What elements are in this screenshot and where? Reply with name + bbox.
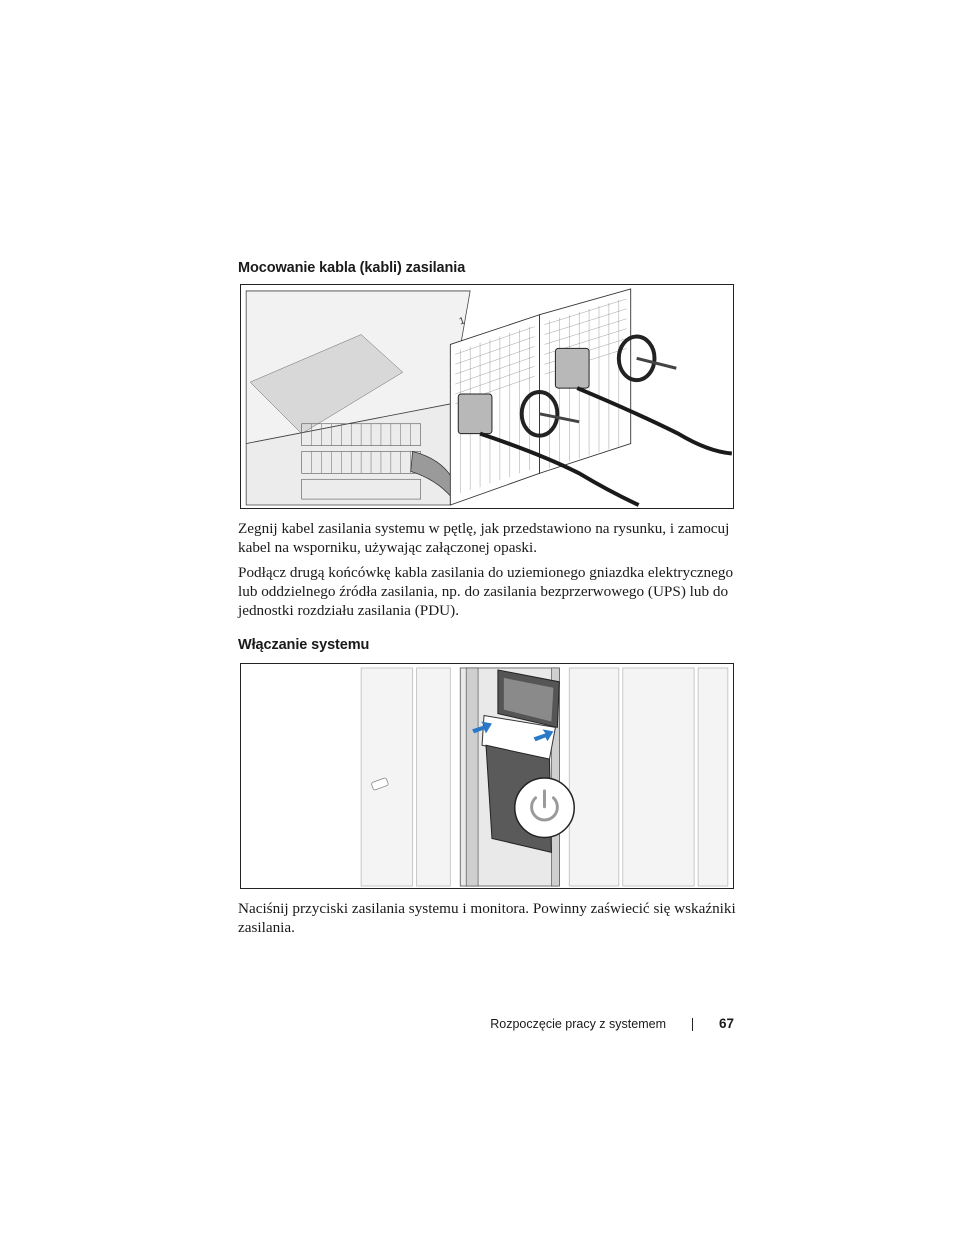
page-footer	[238, 1016, 734, 1034]
psu-label: 1	[457, 315, 467, 328]
paragraph-connect-outlet: Podłącz drugą końcówkę kabla zasilania do uziemionego gniazdka elektrycznego lub oddzielnego źródła zasilania, np. do zasilania bezprzerwowego (UPS) lub do jednostki rozdziału zasilania (PDU).	[238, 564, 734, 619]
paragraph-press-power: Naciśnij przyciski zasilania systemu i monitora. Powinny zaświecić się wskaźniki zasilania.	[238, 900, 736, 936]
paragraph-loop-cable: Zegnij kabel zasilania systemu w pętlę, jak przedstawiono na rysunku, i zamocuj kabel na wsporniku, używając załączonej opaski.	[238, 520, 730, 556]
section-heading-power-cable: Mocowanie kabla (kabli) zasilania	[238, 260, 466, 276]
power-on-illustration	[240, 663, 734, 889]
footer-section-title: Rozpoczęcie pracy z systemem	[490, 1017, 666, 1031]
power-cable-illustration	[240, 284, 734, 509]
footer-separator	[692, 1018, 693, 1031]
page-number: 67	[718, 1016, 734, 1031]
section-heading-power-on: Włączanie systemu	[238, 637, 370, 653]
